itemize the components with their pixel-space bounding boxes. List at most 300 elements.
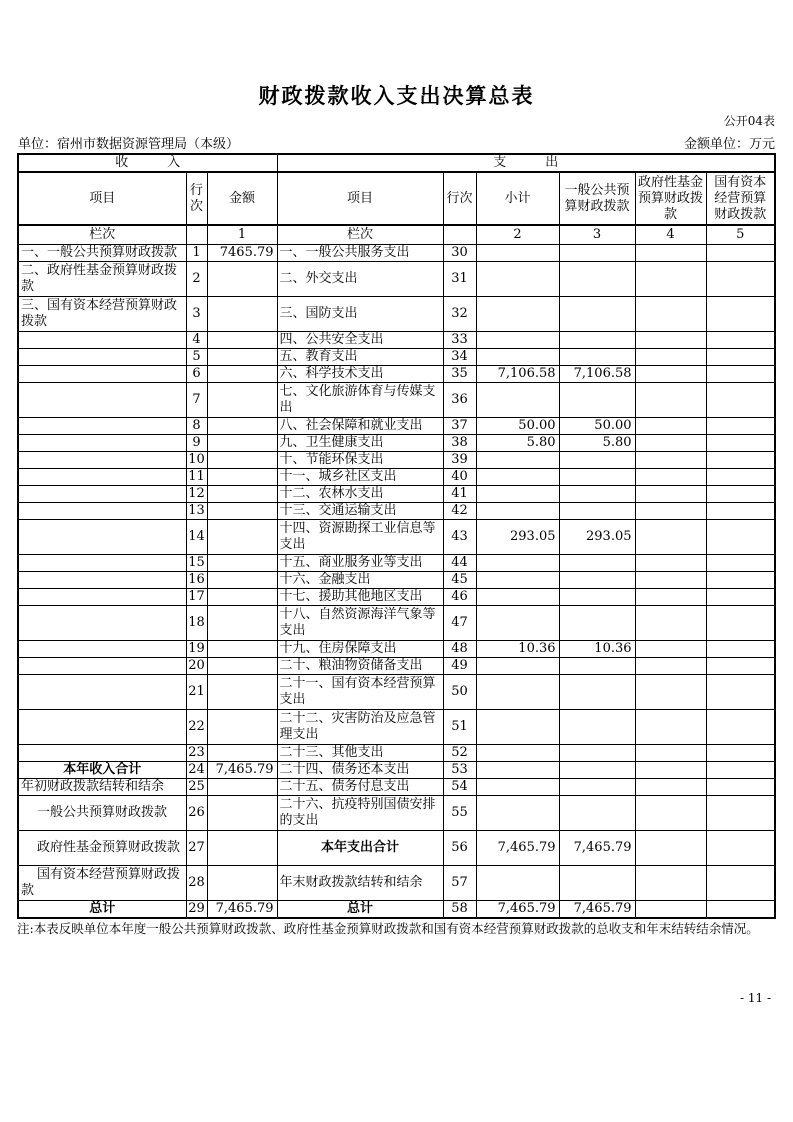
expense-rowno-cell: 48 [443, 641, 476, 658]
expense-rowno-cell: 42 [443, 503, 476, 520]
general-budget-cell [559, 675, 635, 710]
expense-rowno-cell: 52 [443, 745, 476, 762]
expense-rowno-cell: 33 [443, 332, 476, 349]
income-lanci-amount-index: 1 [207, 225, 277, 245]
income-item-cell: 总计 [18, 901, 186, 919]
income-amount-cell [207, 452, 277, 469]
general-budget-cell [559, 555, 635, 572]
expense-item-cell: 十五、商业服务业等支出 [277, 555, 443, 572]
expense-rowno-cell: 41 [443, 486, 476, 503]
general-budget-cell: 7,465.79 [559, 901, 635, 919]
income-item-header: 项目 [18, 172, 186, 225]
gov-fund-cell [635, 572, 706, 589]
subtotal-cell [476, 675, 559, 710]
income-rowno-cell: 14 [186, 520, 207, 555]
expense-rowno-cell: 31 [443, 262, 476, 297]
income-item-cell: 一、一般公共预算财政拨款 [18, 245, 186, 262]
column-index-row [18, 225, 775, 245]
table-row [18, 452, 775, 469]
expense-rowno-cell: 43 [443, 520, 476, 555]
expense-rowno-cell: 54 [443, 779, 476, 796]
expense-rowno-cell: 51 [443, 710, 476, 745]
general-budget-cell [559, 606, 635, 641]
page-number: - 11 - [739, 991, 771, 1005]
income-item-cell: 年初财政拨款结转和结余 [18, 779, 186, 796]
income-item-cell: 二、政府性基金预算财政拨款 [18, 262, 186, 297]
income-amount-cell: 7,465.79 [207, 762, 277, 779]
expense-lanci-label: 栏次 [277, 225, 443, 245]
general-budget-cell [559, 658, 635, 675]
income-rowno-cell: 21 [186, 675, 207, 710]
general-budget-cell [559, 762, 635, 779]
state-capital-cell [706, 606, 775, 641]
expense-item-cell: 五、教育支出 [277, 349, 443, 366]
income-amount-cell [207, 486, 277, 503]
subtotal-index: 2 [476, 225, 559, 245]
expense-item-cell: 四、公共安全支出 [277, 332, 443, 349]
income-section-header: 收入 [18, 154, 277, 172]
expense-item-cell: 年末财政拨款结转和结余 [277, 866, 443, 901]
gov-fund-cell [635, 435, 706, 452]
general-budget-cell [559, 866, 635, 901]
general-budget-cell [559, 745, 635, 762]
subtotal-cell [476, 745, 559, 762]
subtotal-cell [476, 245, 559, 262]
state-capital-cell [706, 555, 775, 572]
expense-rowno-cell: 37 [443, 418, 476, 435]
expense-rowno-cell: 47 [443, 606, 476, 641]
income-amount-cell [207, 349, 277, 366]
state-capital-cell [706, 831, 775, 866]
income-item-cell: 国有资本经营预算财政拨款 [18, 866, 186, 901]
general-budget-cell: 10.36 [559, 641, 635, 658]
gov-fund-cell [635, 332, 706, 349]
income-amount-cell [207, 469, 277, 486]
income-item-cell [18, 366, 186, 383]
income-rowno-cell: 26 [186, 796, 207, 831]
expense-item-cell: 十二、农林水支出 [277, 486, 443, 503]
state-capital-cell [706, 520, 775, 555]
expense-item-cell: 七、文化旅游体育与传媒支出 [277, 383, 443, 418]
gov-fund-cell [635, 418, 706, 435]
income-amount-cell [207, 332, 277, 349]
general-budget-cell: 7,465.79 [559, 831, 635, 866]
expense-item-cell: 十四、资源勘探工业信息等支出 [277, 520, 443, 555]
expense-item-cell: 十九、住房保障支出 [277, 641, 443, 658]
general-budget-cell: 7,106.58 [559, 366, 635, 383]
income-rowno-cell: 1 [186, 245, 207, 262]
income-amount-cell [207, 383, 277, 418]
expense-item-cell: 十一、城乡社区支出 [277, 469, 443, 486]
expense-rowno-cell: 55 [443, 796, 476, 831]
income-amount-cell [207, 779, 277, 796]
state-capital-cell [706, 245, 775, 262]
expense-item-cell: 八、社会保障和就业支出 [277, 418, 443, 435]
income-item-cell [18, 418, 186, 435]
expense-item-cell: 九、卫生健康支出 [277, 435, 443, 452]
income-rowno-cell: 27 [186, 831, 207, 866]
expense-rowno-cell: 50 [443, 675, 476, 710]
expense-item-cell: 十、节能环保支出 [277, 452, 443, 469]
expense-rowno-cell: 45 [443, 572, 476, 589]
income-amount-cell [207, 606, 277, 641]
gov-fund-cell [635, 779, 706, 796]
expense-rowno-cell: 58 [443, 901, 476, 919]
form-code-label: 公开04表 [723, 114, 775, 128]
subtotal-cell [476, 383, 559, 418]
general-budget-cell [559, 796, 635, 831]
state-capital-cell [706, 641, 775, 658]
state-capital-cell [706, 332, 775, 349]
expense-item-cell: 二十三、其他支出 [277, 745, 443, 762]
table-row [18, 745, 775, 762]
income-rowno-cell: 11 [186, 469, 207, 486]
general-budget-cell [559, 332, 635, 349]
income-rowno-cell: 13 [186, 503, 207, 520]
income-rowno-cell: 24 [186, 762, 207, 779]
income-rowno-cell: 29 [186, 901, 207, 919]
gov-fund-cell [635, 641, 706, 658]
gov-fund-cell [635, 486, 706, 503]
income-rowno-cell: 22 [186, 710, 207, 745]
table-row [18, 262, 775, 297]
subtotal-cell [476, 606, 559, 641]
subtotal-cell: 50.00 [476, 418, 559, 435]
subtotal-cell [476, 469, 559, 486]
income-amount-cell [207, 503, 277, 520]
gov-fund-cell [635, 503, 706, 520]
state-capital-cell [706, 866, 775, 901]
gov-fund-cell [635, 831, 706, 866]
income-amount-cell: 7465.79 [207, 245, 277, 262]
general-budget-cell: 5.80 [559, 435, 635, 452]
expense-rowno-cell: 30 [443, 245, 476, 262]
state-capital-cell [706, 366, 775, 383]
subtotal-cell [476, 572, 559, 589]
state-capital-cell [706, 589, 775, 606]
income-item-cell [18, 555, 186, 572]
gov-fund-cell [635, 589, 706, 606]
income-amount-cell [207, 262, 277, 297]
subtotal-cell [476, 486, 559, 503]
state-capital-cell [706, 262, 775, 297]
gov-fund-cell [635, 710, 706, 745]
expense-item-cell: 二十四、债务还本支出 [277, 762, 443, 779]
table-row [18, 555, 775, 572]
income-amount-cell [207, 366, 277, 383]
fiscal-summary-table [17, 153, 776, 919]
table-row [18, 762, 775, 779]
gov-fund-cell [635, 262, 706, 297]
income-item-cell [18, 383, 186, 418]
general-budget-cell [559, 710, 635, 745]
expense-item-cell: 六、科学技术支出 [277, 366, 443, 383]
expense-item-cell: 二十六、抗疫特别国债安排的支出 [277, 796, 443, 831]
expense-item-cell: 十七、援助其他地区支出 [277, 589, 443, 606]
state-capital-cell [706, 710, 775, 745]
income-item-cell [18, 675, 186, 710]
gov-fund-cell [635, 366, 706, 383]
gov-fund-cell [635, 349, 706, 366]
unit-label: 单位：宿州市数据资源管理局（本级） [18, 137, 240, 152]
income-rowno-cell: 5 [186, 349, 207, 366]
table-row [18, 383, 775, 418]
income-rowno-cell: 16 [186, 572, 207, 589]
income-amount-cell [207, 520, 277, 555]
subtotal-cell [476, 349, 559, 366]
general-budget-index: 3 [559, 225, 635, 245]
income-rowno-cell: 12 [186, 486, 207, 503]
general-budget-cell [559, 469, 635, 486]
subtotal-cell [476, 452, 559, 469]
subtotal-cell: 7,465.79 [476, 901, 559, 919]
income-rowno-cell: 8 [186, 418, 207, 435]
income-amount-cell [207, 745, 277, 762]
income-amount-cell [207, 555, 277, 572]
page-title: 财政拨款收入支出决算总表 [258, 83, 535, 108]
gov-fund-header: 政府性基金预算财政拨款 [635, 172, 706, 225]
subtotal-header: 小计 [476, 172, 559, 225]
general-budget-cell [559, 779, 635, 796]
gov-fund-cell [635, 658, 706, 675]
section-header-row [18, 154, 775, 172]
expense-item-cell: 二十二、灾害防治及应急管理支出 [277, 710, 443, 745]
income-rowno-cell: 19 [186, 641, 207, 658]
general-budget-cell [559, 452, 635, 469]
income-item-cell [18, 469, 186, 486]
expense-rowno-cell: 34 [443, 349, 476, 366]
subtotal-cell [476, 262, 559, 297]
income-rowno-cell: 2 [186, 262, 207, 297]
gov-fund-cell [635, 245, 706, 262]
income-item-cell [18, 452, 186, 469]
expense-item-cell: 十三、交通运输支出 [277, 503, 443, 520]
general-budget-cell [559, 589, 635, 606]
expense-item-cell: 二十、粮油物资储备支出 [277, 658, 443, 675]
state-capital-cell [706, 796, 775, 831]
table-row [18, 658, 775, 675]
income-rowno-cell: 25 [186, 779, 207, 796]
expense-rowno-cell: 32 [443, 297, 476, 332]
general-budget-cell: 293.05 [559, 520, 635, 555]
income-amount-cell [207, 572, 277, 589]
table-row [18, 866, 775, 901]
state-capital-cell [706, 779, 775, 796]
income-lanci-label: 栏次 [18, 225, 186, 245]
table-row [18, 710, 775, 745]
subtotal-cell: 293.05 [476, 520, 559, 555]
table-row [18, 589, 775, 606]
income-amount-cell [207, 297, 277, 332]
income-item-cell: 一般公共预算财政拨款 [18, 796, 186, 831]
table-row [18, 675, 775, 710]
subtotal-cell [476, 503, 559, 520]
table-row [18, 779, 775, 796]
gov-fund-cell [635, 675, 706, 710]
income-amount-cell [207, 589, 277, 606]
general-budget-cell: 50.00 [559, 418, 635, 435]
table-row [18, 796, 775, 831]
table-row [18, 469, 775, 486]
income-item-cell [18, 572, 186, 589]
state-capital-cell [706, 383, 775, 418]
gov-fund-cell [635, 606, 706, 641]
state-capital-cell [706, 503, 775, 520]
subtotal-cell: 7,465.79 [476, 831, 559, 866]
state-capital-cell [706, 572, 775, 589]
income-item-cell: 本年收入合计 [18, 762, 186, 779]
income-amount-cell [207, 796, 277, 831]
expense-item-cell: 三、国防支出 [277, 297, 443, 332]
income-rowno-cell: 9 [186, 435, 207, 452]
income-rowno-cell: 6 [186, 366, 207, 383]
income-amount-cell [207, 866, 277, 901]
table-row [18, 486, 775, 503]
state-capital-cell [706, 762, 775, 779]
income-rowno-cell: 3 [186, 297, 207, 332]
table-row [18, 831, 775, 866]
state-capital-cell [706, 675, 775, 710]
gov-fund-cell [635, 901, 706, 919]
income-amount-cell [207, 831, 277, 866]
income-rowno-cell: 4 [186, 332, 207, 349]
subtotal-cell [476, 658, 559, 675]
general-budget-cell [559, 572, 635, 589]
subtotal-cell [476, 710, 559, 745]
expense-item-cell: 一、一般公共服务支出 [277, 245, 443, 262]
income-item-cell: 三、国有资本经营预算财政拨款 [18, 297, 186, 332]
subtotal-cell [476, 779, 559, 796]
income-item-cell [18, 710, 186, 745]
expense-rowno-cell: 46 [443, 589, 476, 606]
gov-fund-index: 4 [635, 225, 706, 245]
income-rowno-cell: 28 [186, 866, 207, 901]
income-lanci-rowno-cell [186, 225, 207, 245]
subtotal-cell [476, 332, 559, 349]
table-row [18, 901, 775, 919]
income-item-cell [18, 332, 186, 349]
expense-rowno-cell: 38 [443, 435, 476, 452]
expense-rowno-cell: 57 [443, 866, 476, 901]
expense-item-cell: 二十五、债务付息支出 [277, 779, 443, 796]
gov-fund-cell [635, 745, 706, 762]
general-budget-cell [559, 383, 635, 418]
income-item-cell: 政府性基金预算财政拨款 [18, 831, 186, 866]
gov-fund-cell [635, 866, 706, 901]
general-budget-cell [559, 297, 635, 332]
income-item-cell [18, 435, 186, 452]
general-budget-cell [559, 349, 635, 366]
expense-rowno-cell: 49 [443, 658, 476, 675]
state-capital-cell [706, 486, 775, 503]
subtotal-cell [476, 555, 559, 572]
state-capital-cell [706, 452, 775, 469]
general-budget-cell [559, 245, 635, 262]
state-capital-cell [706, 469, 775, 486]
income-item-cell [18, 641, 186, 658]
gov-fund-cell [635, 555, 706, 572]
general-budget-header: 一般公共预算财政拨款 [559, 172, 635, 225]
income-amount-cell [207, 641, 277, 658]
expense-item-header: 项目 [277, 172, 443, 225]
state-capital-cell [706, 745, 775, 762]
table-row [18, 641, 775, 658]
general-budget-cell [559, 503, 635, 520]
state-capital-cell [706, 297, 775, 332]
income-rowno-cell: 20 [186, 658, 207, 675]
income-item-cell [18, 606, 186, 641]
expense-item-cell: 总计 [277, 901, 443, 919]
subtotal-cell [476, 796, 559, 831]
income-item-cell [18, 589, 186, 606]
table-footnote: 注:本表反映单位本年度一般公共预算财政拨款、政府性基金预算财政拨款和国有资本经营预算财政拨款的总收支和年末结转结余情况。 [17, 921, 759, 936]
subtotal-cell: 7,106.58 [476, 366, 559, 383]
table-row [18, 418, 775, 435]
income-item-cell [18, 745, 186, 762]
subtotal-cell [476, 297, 559, 332]
gov-fund-cell [635, 762, 706, 779]
income-amount-cell [207, 675, 277, 710]
state-capital-header: 国有资本经营预算财政拨款 [706, 172, 775, 225]
table-row [18, 572, 775, 589]
table-row [18, 435, 775, 452]
expense-rowno-cell: 53 [443, 762, 476, 779]
subtotal-cell: 5.80 [476, 435, 559, 452]
expense-item-cell: 十六、金融支出 [277, 572, 443, 589]
column-header-row [18, 172, 775, 225]
expense-rowno-cell: 39 [443, 452, 476, 469]
income-amount-cell [207, 710, 277, 745]
subtotal-cell [476, 589, 559, 606]
income-amount-cell: 7,465.79 [207, 901, 277, 919]
table-row [18, 297, 775, 332]
income-rowno-cell: 23 [186, 745, 207, 762]
table-row [18, 366, 775, 383]
table-row [18, 332, 775, 349]
expense-rowno-cell: 35 [443, 366, 476, 383]
income-rowno-header: 行次 [186, 172, 207, 225]
expense-rowno-cell: 40 [443, 469, 476, 486]
state-capital-cell [706, 901, 775, 919]
expense-rowno-cell: 44 [443, 555, 476, 572]
amount-unit-label: 金额单位：万元 [683, 137, 775, 152]
income-item-cell [18, 658, 186, 675]
gov-fund-cell [635, 520, 706, 555]
income-amount-header: 金额 [207, 172, 277, 225]
income-amount-cell [207, 658, 277, 675]
gov-fund-cell [635, 452, 706, 469]
gov-fund-cell [635, 383, 706, 418]
income-item-cell [18, 520, 186, 555]
income-item-cell [18, 349, 186, 366]
expense-lanci-rowno-cell [443, 225, 476, 245]
table-row [18, 520, 775, 555]
table-row [18, 606, 775, 641]
expense-item-cell: 本年支出合计 [277, 831, 443, 866]
income-amount-cell [207, 418, 277, 435]
expense-rowno-cell: 56 [443, 831, 476, 866]
state-capital-cell [706, 349, 775, 366]
meta-row [18, 133, 775, 152]
expense-rowno-header: 行次 [443, 172, 476, 225]
income-rowno-cell: 15 [186, 555, 207, 572]
table-row [18, 503, 775, 520]
state-capital-cell [706, 658, 775, 675]
income-rowno-cell: 18 [186, 606, 207, 641]
general-budget-cell [559, 486, 635, 503]
subtotal-cell: 10.36 [476, 641, 559, 658]
table-row [18, 245, 775, 262]
